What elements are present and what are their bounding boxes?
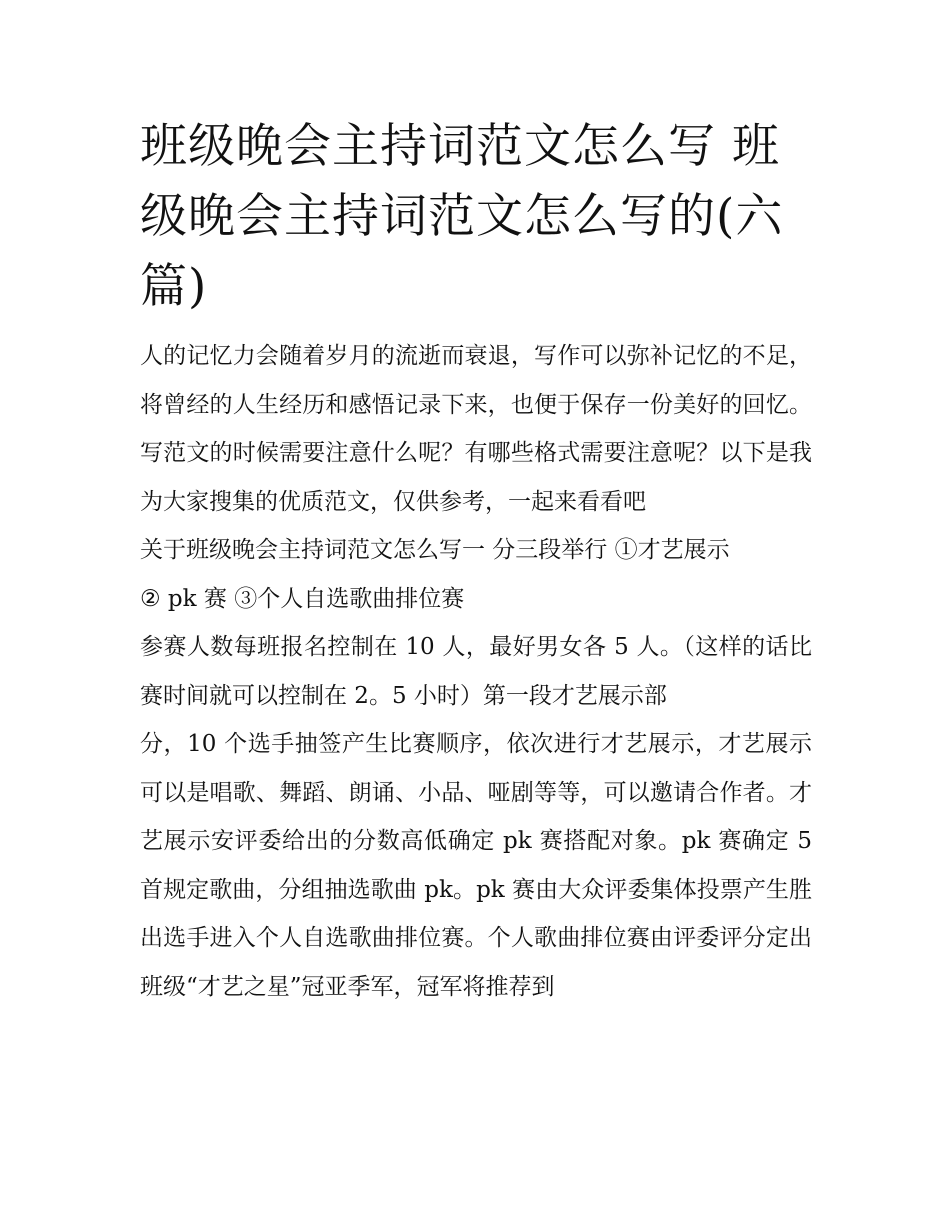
document-content xyxy=(140,112,812,1011)
participants-paragraph: 参赛人数每班报名控制在 10 人，最好男女各 5 人。（这样的话比赛时间就可以控制在 2。5 小时）第一段才艺展示部 xyxy=(140,634,812,709)
section-heading-line: 关于班级晚会主持词范文怎么写一 分三段举行 ①才艺展示 xyxy=(140,537,730,563)
document-title: 班级晚会主持词范文怎么写 班级晚会主持词范文怎么写的(六篇) xyxy=(140,119,784,314)
rules-paragraph: 分，10 个选手抽签产生比赛顺序，依次进行才艺展示，才艺展示可以是唱歌、舞蹈、朗诵、小品、哑剧等等，可以邀请合作者。才艺展示安评委给出的分数高低确定 pk 赛搭配对象。pk 赛确定 5 首规定歌曲，分组抽选歌曲 pk。pk 赛由大众评委集体投票产生胜出选手进入个人自选歌曲排位赛。个人歌曲排位赛由评委评分定出班级“才艺之星”冠亚季军，冠军将推荐到 xyxy=(140,731,812,1000)
intro-paragraph: 人的记忆力会随着岁月的流逝而衰退，写作可以弥补记忆的不足，将曾经的人生经历和感悟记录下来，也便于保存一份美好的回忆。写范文的时候需要注意什么呢？有哪些格式需要注意呢？以下是我为大家搜集的优质范文，仅供参考，一起来看看吧 xyxy=(140,343,812,515)
section-stages-line: ② pk 赛 ③个人自选歌曲排位赛 xyxy=(140,585,465,612)
